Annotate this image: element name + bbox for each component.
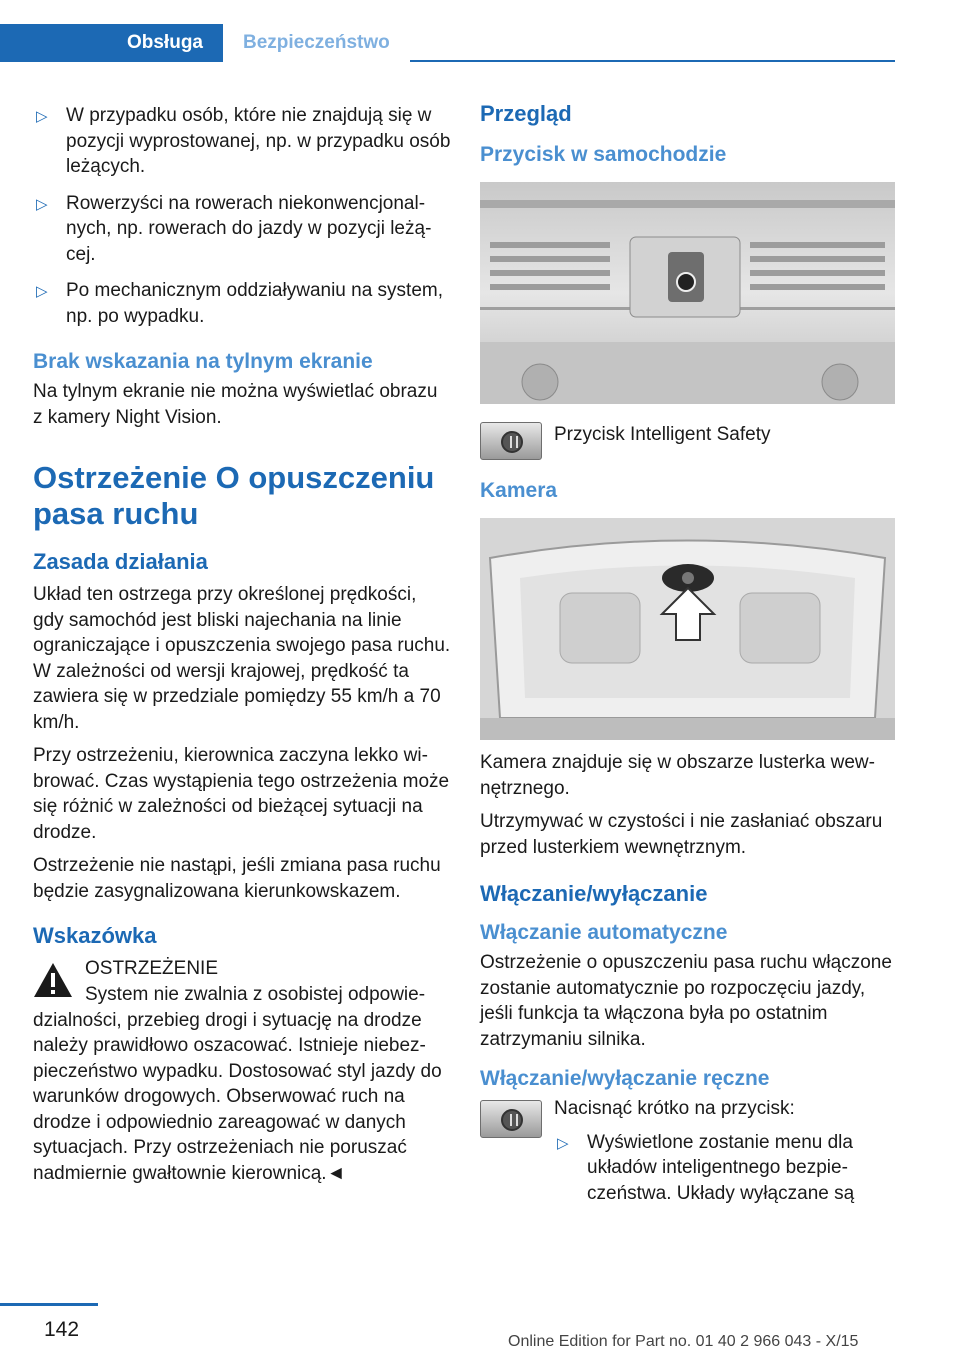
footer-rule (0, 1303, 98, 1306)
section-title: Ostrzeżenie O opuszczeniu pasa ruchu (33, 460, 435, 531)
warning-label: OSTRZEŻENIE (85, 958, 219, 979)
zasada-heading: Zasada działania (33, 549, 208, 574)
zasada-paragraph: Przy ostrzeżeniu, kierownica zaczyna lekko wibrować. Czas wystąpienia tego ostrzeżenia może się różnić w zależności od bieżącej sytuacji na drodze. (33, 745, 450, 843)
list-item: ▷ Wyświetlone zostanie menu dla układów inteligentnego bezpieczeństwa. Układy wyłączane są (557, 1131, 855, 1204)
list-item: ▷ W przypadku osób, które nie znajdują się w pozycji wyprostowanej, np. w przypadku osób leżących. (36, 105, 451, 177)
reczne-text: Nacisnąć krótko na przycisk: (554, 1098, 795, 1119)
header-tabbar (0, 24, 895, 62)
button-caption: Przycisk Intelligent Safety (554, 424, 771, 445)
button-instruction (480, 1096, 895, 1206)
page-number: 142 (44, 1318, 80, 1341)
auto-heading: Włączanie automatyczne (480, 921, 728, 944)
reczne-heading: Włączanie/wyłączanie ręczne (480, 1067, 770, 1090)
zasada-paragraph: Ostrzeżenie nie nastąpi, jeśli zmiana pasa ruchu będzie zasygnalizowana kierunkowskazem. (33, 855, 441, 902)
warning-triangle-icon (33, 962, 73, 998)
brak-text: Na tylnym ekranie nie można wyświetlać obrazu z kamery Night Vision. (33, 381, 438, 428)
kamera-heading: Kamera (480, 479, 558, 502)
tab-bezpieczenstwo[interactable]: Bezpieczeństwo (223, 24, 410, 62)
triangle-bullet-icon: ▷ (557, 1134, 569, 1152)
button-legend (480, 420, 895, 470)
wlaczanie-heading: Włączanie/wyłączanie (480, 881, 708, 906)
list-item: ▷ Po mechanicznym oddziaływaniu na system, np. po wypadku. (36, 280, 444, 327)
kamera-paragraph: Utrzymywać w czystości i nie zasłaniać obszaru przed lusterkiem wewnętrznym. (480, 811, 883, 858)
wskazowka-heading: Wskazówka (33, 923, 157, 948)
camera-photo (480, 518, 895, 740)
warning-block (33, 956, 451, 1186)
triangle-bullet-icon: ▷ (36, 283, 48, 300)
triangle-bullet-icon: ▷ (36, 195, 48, 213)
przycisk-heading: Przycisk w samochodzie (480, 143, 727, 166)
brak-heading: Brak wskazania na tylnym ekranie (33, 350, 373, 373)
right-column (480, 100, 895, 1217)
list-item: ▷ Rowerzyści na rowerach niekonwencjonalnych, np. rowerach do jazdy w pozycji leżącej. (36, 192, 432, 265)
left-column (33, 103, 451, 1194)
zasada-paragraph: Układ ten ostrzega przy określonej prędkości, gdy samochód jest bliski najechania na linie ograniczające i opuszczenia swojego pasa ruchu. W zależności od wersji krajowej, prędkość ta zawiera się w przedziale pomiędzy 55 km/h a 70 km/h. (33, 584, 451, 733)
intelligent-safety-button-icon (480, 422, 542, 460)
auto-text: Ostrzeżenie o opuszczeniu pasa ruchu włączone zostanie automatycznie po rozpoczęciu jazdy, jeśli funkcja ta włączona była po ostatnim zatrzymaniu silnika. (480, 952, 892, 1050)
dashboard-button-photo (480, 182, 895, 404)
footer-edition: Online Edition for Part no. 01 40 2 966 043 - X/15 (508, 1333, 859, 1350)
kamera-paragraph: Kamera znajduje się w obszarze lusterka wewnętrznego. (480, 752, 875, 799)
przeglad-heading: Przegląd (480, 101, 572, 126)
warning-text: System nie zwalnia z osobistej odpowiedzialności, przebieg drogi i sytuację na drodze należy prawidłowo oszacować. Istnieje niebezpieczeństwo wypadku. Dostosować styl jazdy do warunków drogowych. Obserwować ruch na drodze i odpowiednio zareagować w danych sytuacjach. Przy ostrzeżeniach nie poruszać nadmiernie gwałtownie kierownicą.◄ (33, 984, 442, 1184)
tab-obsluga[interactable]: Obsługa (0, 24, 223, 62)
intelligent-safety-button-icon (480, 1100, 542, 1138)
triangle-bullet-icon: ▷ (36, 108, 48, 125)
